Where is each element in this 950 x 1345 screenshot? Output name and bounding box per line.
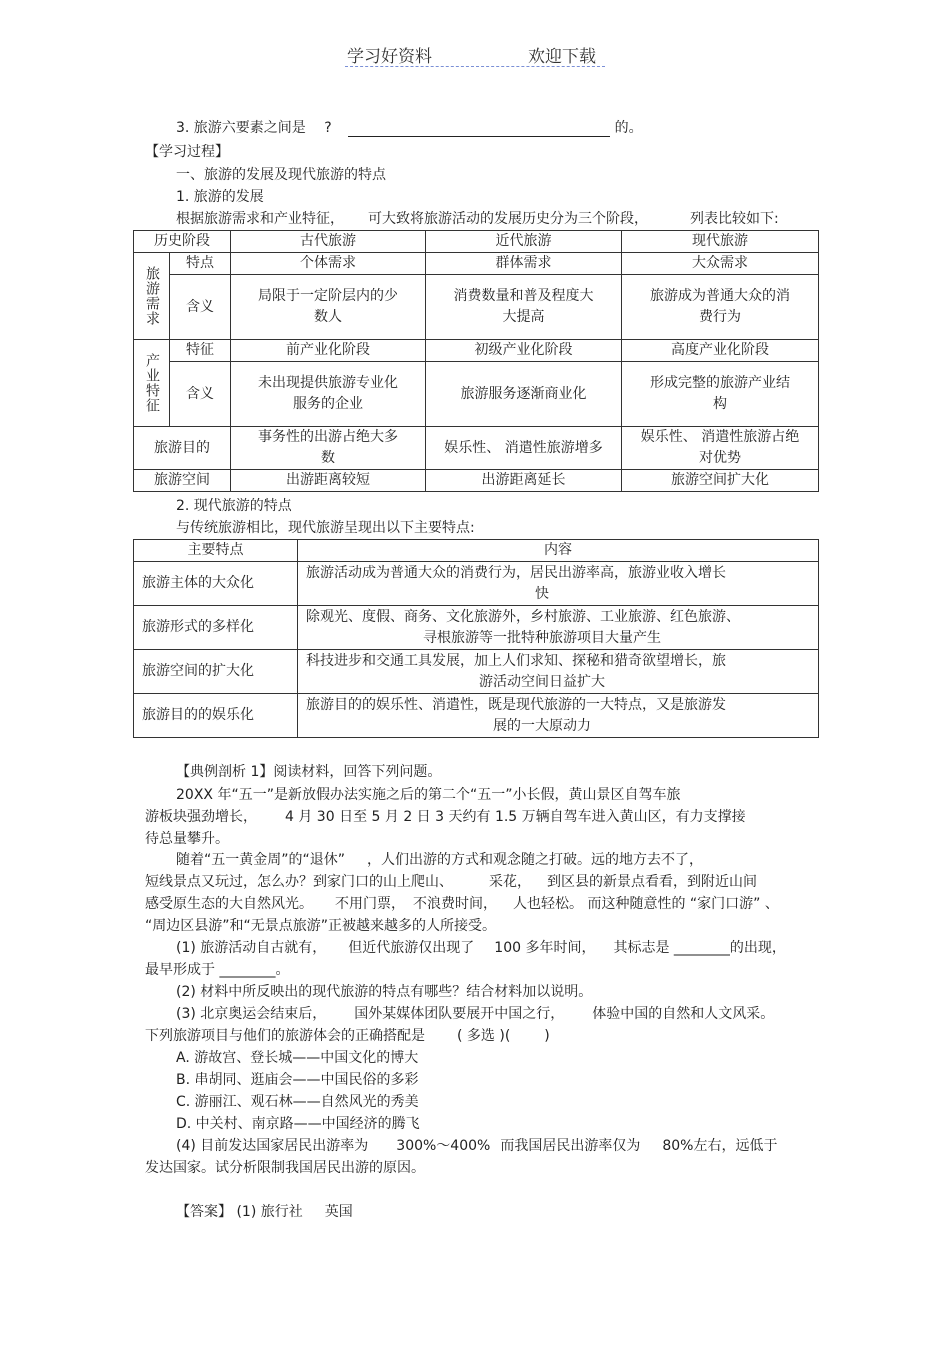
table-row: 旅游目的的娱乐化 旅游目的的娱乐性、消遣性，既是现代旅游的一大特点，又是旅游发 展的一大原动力 bbox=[134, 694, 819, 738]
example-title: 【典例剖析 1】阅读材料，回答下列问题。 bbox=[176, 764, 442, 780]
example-p2-line4: “周边区县游”和“无景点旅游”正被越来越多的人所接受。 bbox=[145, 918, 497, 934]
subsection-1-intro: 根据旅游需求和产业特征， 可大致将旅游活动的发展历史分为三个阶段， 列表比较如下: bbox=[176, 211, 779, 227]
table-row: 旅游主体的大众化 旅游活动成为普通大众的消费行为，居民出游率高，旅游业收入增长 快 bbox=[134, 562, 819, 606]
features-table bbox=[133, 539, 819, 738]
page-header bbox=[345, 42, 605, 67]
answer: 【答案】 (1) 旅行社 英国 bbox=[176, 1204, 353, 1220]
table-row: 旅游目的 事务性的出游占绝大多 数 娱乐性、 消遣性旅游增多 娱乐性、 消遣性旅游占绝 对优势 bbox=[134, 427, 819, 470]
example-p2-line3: 感受原生态的大自然风光。 不用门票， 不浪费时间， 人也轻松。 而这种随意性的 “家门口游” 、 bbox=[145, 896, 779, 912]
question-3: (3) 北京奥运会结束后， 国外某媒体团队要展开中国之行， 体验中国的自然和人文风采。 bbox=[176, 1006, 775, 1022]
table-row: 历史阶段 古代旅游 近代旅游 现代旅游 bbox=[134, 231, 819, 253]
example-p1: 20XX 年“五一”是新放假办法实施之后的第二个“五一”小长假，黄山景区自驾车旅 bbox=[176, 787, 681, 803]
option-b: B. 串胡同、逛庙会——中国民俗的多彩 bbox=[176, 1072, 419, 1088]
q3-suffix: 的。 bbox=[614, 120, 643, 136]
option-d: D. 中关村、南京路——中国经济的腾飞 bbox=[176, 1116, 420, 1132]
header-right: 欢迎下载 bbox=[528, 47, 596, 67]
table-row: 产业特征 特征 前产业化阶段 初级产业化阶段 高度产业化阶段 bbox=[134, 340, 819, 362]
question-4-line2: 发达国家。试分析限制我国居民出游的原因。 bbox=[145, 1160, 425, 1176]
q3-mark: ? bbox=[324, 120, 332, 136]
example-p2-line2: 短线景点又玩过，怎么办？到家门口的山上爬山、 采花， 到区县的新景点看看，到附近山间 bbox=[145, 874, 757, 890]
question-1: (1) 旅游活动自古就有， 但近代旅游仅出现了 100 多年时间， 其标志是 ________的出现， bbox=[176, 940, 786, 956]
question-3-line2: 下列旅游项目与他们的旅游体会的正确搭配是 ( 多选 )( ) bbox=[145, 1028, 550, 1044]
learn-title: 【学习过程】 bbox=[145, 144, 229, 160]
table-row: 主要特点 内容 bbox=[134, 540, 819, 562]
question-2: (2) 材料中所反映出的现代旅游的特点有哪些？结合材料加以说明。 bbox=[176, 984, 593, 1000]
question-4: (4) 目前发达国家居民出游率为 300%～400% 而我国居民出游率仅为 80%左右，远低于 bbox=[176, 1138, 778, 1154]
group-industry: 产业特征 bbox=[134, 340, 170, 427]
q3-blank bbox=[348, 122, 610, 137]
example-p1-line2: 游板块强劲增长， 4 月 30 日至 5 月 2 日 3 天约有 1.5 万辆自驾车进入黄山区，有力支撑接 bbox=[145, 809, 746, 825]
example-p2: 随着“五一黄金周”的“退休” ，人们出游的方式和观念随之打破。远的地方去不了， bbox=[176, 852, 704, 868]
header-left: 学习好资料 bbox=[347, 47, 432, 67]
table-row: 含义 局限于一定阶层内的少 数人 消费数量和普及程度大 大提高 旅游成为普通大众的消 费行为 bbox=[134, 275, 819, 340]
subsection-2-intro: 与传统旅游相比，现代旅游呈现出以下主要特点: bbox=[176, 520, 475, 536]
subsection-1: 1. 旅游的发展 bbox=[176, 189, 264, 205]
table-row: 旅游空间 出游距离较短 出游距离延长 旅游空间扩大化 bbox=[134, 470, 819, 492]
option-a: A. 游故宫、登长城——中国文化的博大 bbox=[176, 1050, 419, 1066]
question-3 bbox=[176, 119, 643, 137]
q3-prefix: 3. 旅游六要素之间是 bbox=[176, 120, 306, 136]
group-demand: 旅游需求 bbox=[134, 253, 170, 340]
table-row: 旅游需求 特点 个体需求 群体需求 大众需求 bbox=[134, 253, 819, 275]
history-table bbox=[133, 230, 819, 492]
section-1-title: 一、旅游的发展及现代旅游的特点 bbox=[176, 167, 386, 183]
table-row: 含义 未出现提供旅游专业化 服务的企业 旅游服务逐渐商业化 形成完整的旅游产业结 构 bbox=[134, 362, 819, 427]
subsection-2: 2. 现代旅游的特点 bbox=[176, 498, 292, 514]
example-p1-line3: 待总量攀升。 bbox=[145, 831, 229, 847]
option-c: C. 游丽江、观石林——自然风光的秀美 bbox=[176, 1094, 419, 1110]
question-1-line2: 最早形成于 ________。 bbox=[145, 962, 290, 978]
table-row: 旅游形式的多样化 除观光、度假、商务、文化旅游外，乡村旅游、工业旅游、红色旅游、 寻根旅游等一批特种旅游项目大量产生 bbox=[134, 606, 819, 650]
table-row: 旅游空间的扩大化 科技进步和交通工具发展，加上人们求知、探秘和猎奇欲望增长，旅 游活动空间日益扩大 bbox=[134, 650, 819, 694]
